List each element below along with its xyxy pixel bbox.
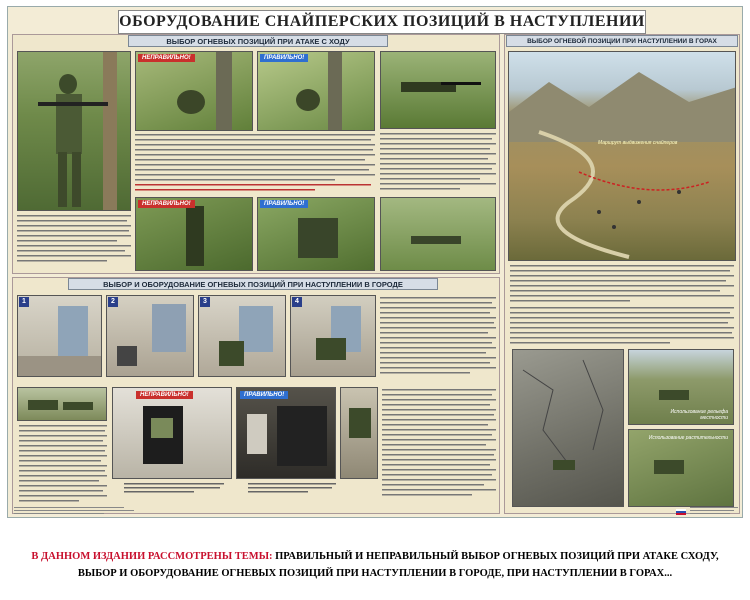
attack-section-header: ВЫБОР ОГНЕВЫХ ПОЗИЦИЙ ПРИ АТАКЕ С ХОДУ [128,35,388,47]
photo-city-wrong [112,387,232,479]
topics-line-1-text: ПРАВИЛЬНЫЙ И НЕПРАВИЛЬНЫЙ ВЫБОР ОГНЕВЫХ ПОЗИЦИЙ ПРИ АТАКЕ СХОДУ, [275,551,719,562]
photo-city-right [236,387,336,479]
caption-attack-center [135,134,375,194]
mountain-route-label: Маршрут выдвижения снайперов [598,140,678,146]
photo-soldier-standing [17,51,131,211]
mountains-section-header: ВЫБОР ОГНЕВОЙ ПОЗИЦИИ ПРИ НАСТУПЛЕНИИ В ГОРАХ [506,35,738,47]
photo-city-sniper-pair [17,387,107,421]
photo-city-step-4 [290,295,376,377]
city-section-header: ВЫБОР И ОБОРУДОВАНИЕ ОГНЕВЫХ ПОЗИЦИЙ ПРИ НАСТУПЛЕНИИ В ГОРОДЕ [68,278,438,290]
photo-attack-right-1 [257,51,375,131]
caption-city-right-bottom [382,389,496,509]
caption-city-left [19,425,107,511]
photo-city-window [340,387,378,479]
step-number: 2 [108,297,118,307]
wrong-tag-2: НЕПРАВИЛЬНО! [138,200,195,208]
topics-line-1 [0,549,750,564]
vegetation-label: Использование растительности [648,435,728,441]
photo-city-step-2 [106,295,194,377]
caption-city-right-top [380,297,496,387]
photo-attack-grass [380,197,496,271]
step-number: 1 [19,297,29,307]
photo-attack-prone [380,51,496,129]
caption-city-right [248,483,336,495]
caption-attack-left [17,215,131,270]
right-tag-2: ПРАВИЛЬНО! [260,200,308,208]
step-number: 4 [292,297,302,307]
caption-attack-right [380,133,496,193]
photo-attack-wrong-1 [135,51,253,131]
topics-lead: В ДАННОМ ИЗДАНИИ РАССМОТРЕНЫ ТЕМЫ: [31,551,273,562]
print-info [14,507,134,516]
topics-line-2: ВЫБОР И ОБОРУДОВАНИЕ ОГНЕВЫХ ПОЗИЦИЙ ПРИ НАСТУПЛЕНИИ В ГОРОДЕ, ПРИ НАСТУПЛЕНИИ В ГОРАХ... [77,568,673,579]
photo-attack-right-2 [257,197,375,271]
photo-mountain-rocks [512,349,624,507]
relief-label: Использование рельефа местности [670,409,728,421]
wrong-tag-3: НЕПРАВИЛЬНО! [136,391,193,399]
caption-mountains [510,265,734,353]
step-number: 3 [200,297,210,307]
soldier-figure-icon [18,52,131,211]
poster-title: ОБОРУДОВАНИЕ СНАЙПЕРСКИХ ПОЗИЦИЙ В НАСТУПЛЕНИИ [118,10,646,34]
caption-city-wrong [124,483,224,495]
photo-city-step-1 [17,295,102,377]
publisher-mark [690,507,738,516]
photo-city-step-3 [198,295,286,377]
poster [7,6,743,518]
right-tag-3: ПРАВИЛЬНО! [240,391,288,399]
right-tag: ПРАВИЛЬНО! [260,54,308,62]
flag-icon [676,509,686,515]
wrong-tag: НЕПРАВИЛЬНО! [138,54,195,62]
photo-mountain-landscape [508,51,736,261]
photo-attack-wrong-2 [135,197,253,271]
